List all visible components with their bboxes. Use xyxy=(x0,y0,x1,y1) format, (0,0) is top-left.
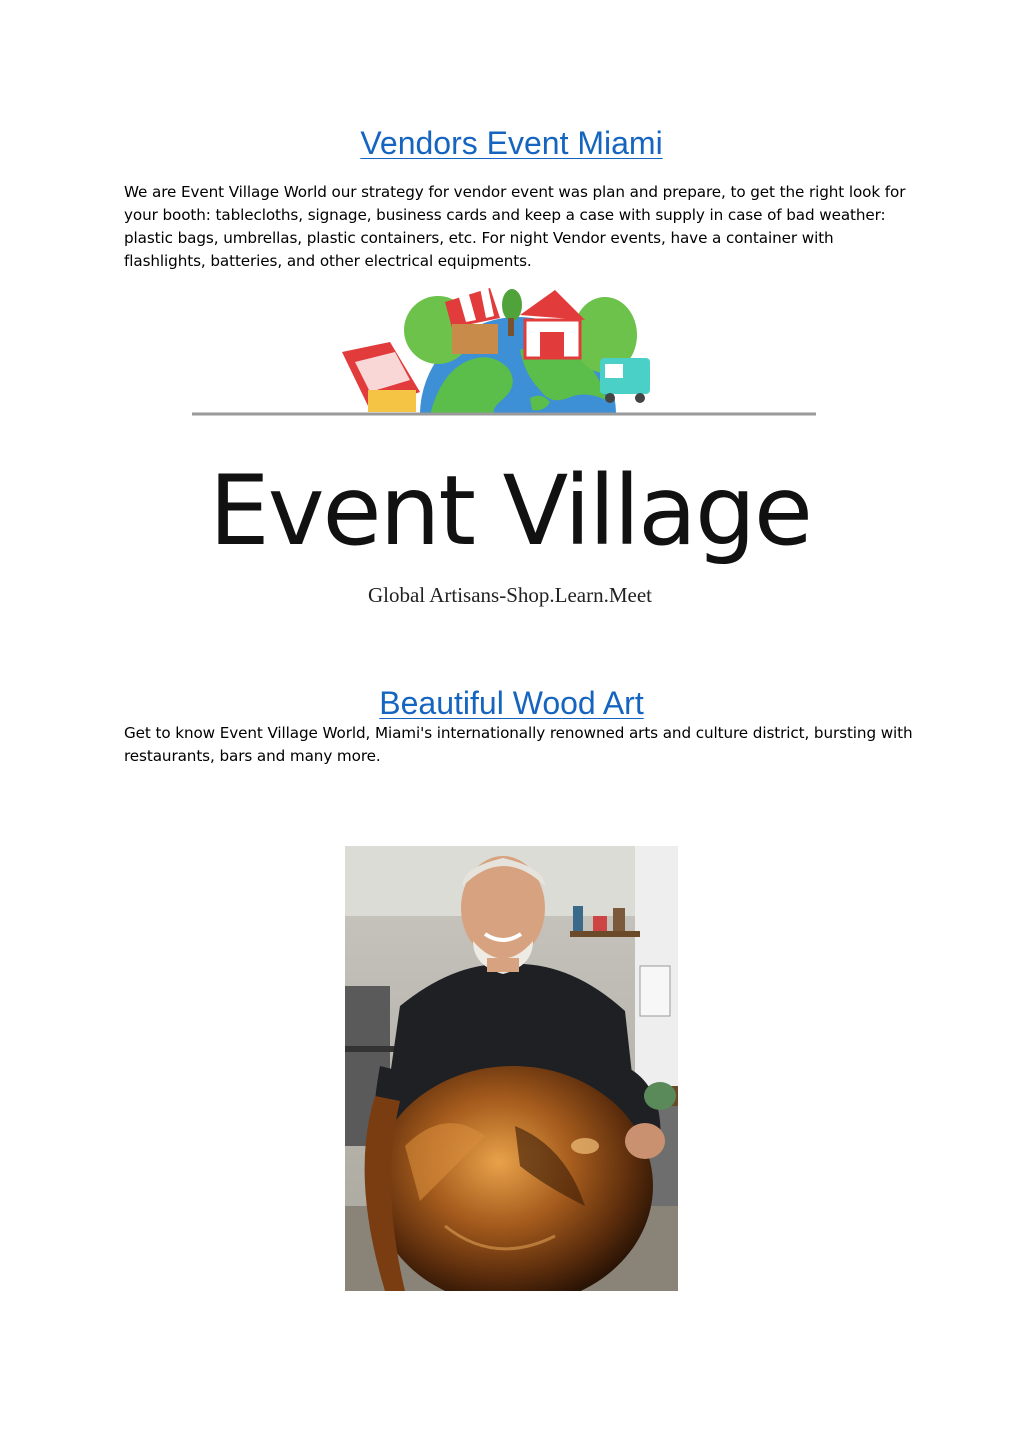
event-village-logo xyxy=(190,280,820,620)
artisan-photo xyxy=(345,846,678,1291)
wood-art-paragraph: Get to know Event Village World, Miami's internationally renowned arts and culture district, bursting with restaurants, bars and many more. xyxy=(124,724,913,765)
food-truck xyxy=(600,358,650,403)
wood-art-heading xyxy=(0,684,1023,722)
market-stall-right xyxy=(520,290,585,358)
logo-title: Event Village xyxy=(209,455,811,567)
vendors-event-heading xyxy=(0,124,1023,162)
globe-illustration xyxy=(404,289,637,415)
vendors-event-paragraph: We are Event Village World our strategy for vendor event was plan and prepare, to get the right look for your booth: tablecloths, signage, business cards and keep a case with supply in case of bad weather: plastic bags, umbrellas, plastic containers, etc. For night Vendor events, have a container with flashlights, batteries, and other electrical equipments. xyxy=(124,183,906,270)
wood-art-link[interactable]: Beautiful Wood Art xyxy=(379,685,644,721)
vendors-event-link[interactable]: Vendors Event Miami xyxy=(360,125,663,161)
market-stall-top xyxy=(445,287,500,354)
market-stall-left xyxy=(342,342,420,412)
logo-tagline: Global Artisans-Shop.Learn.Meet xyxy=(367,583,653,607)
